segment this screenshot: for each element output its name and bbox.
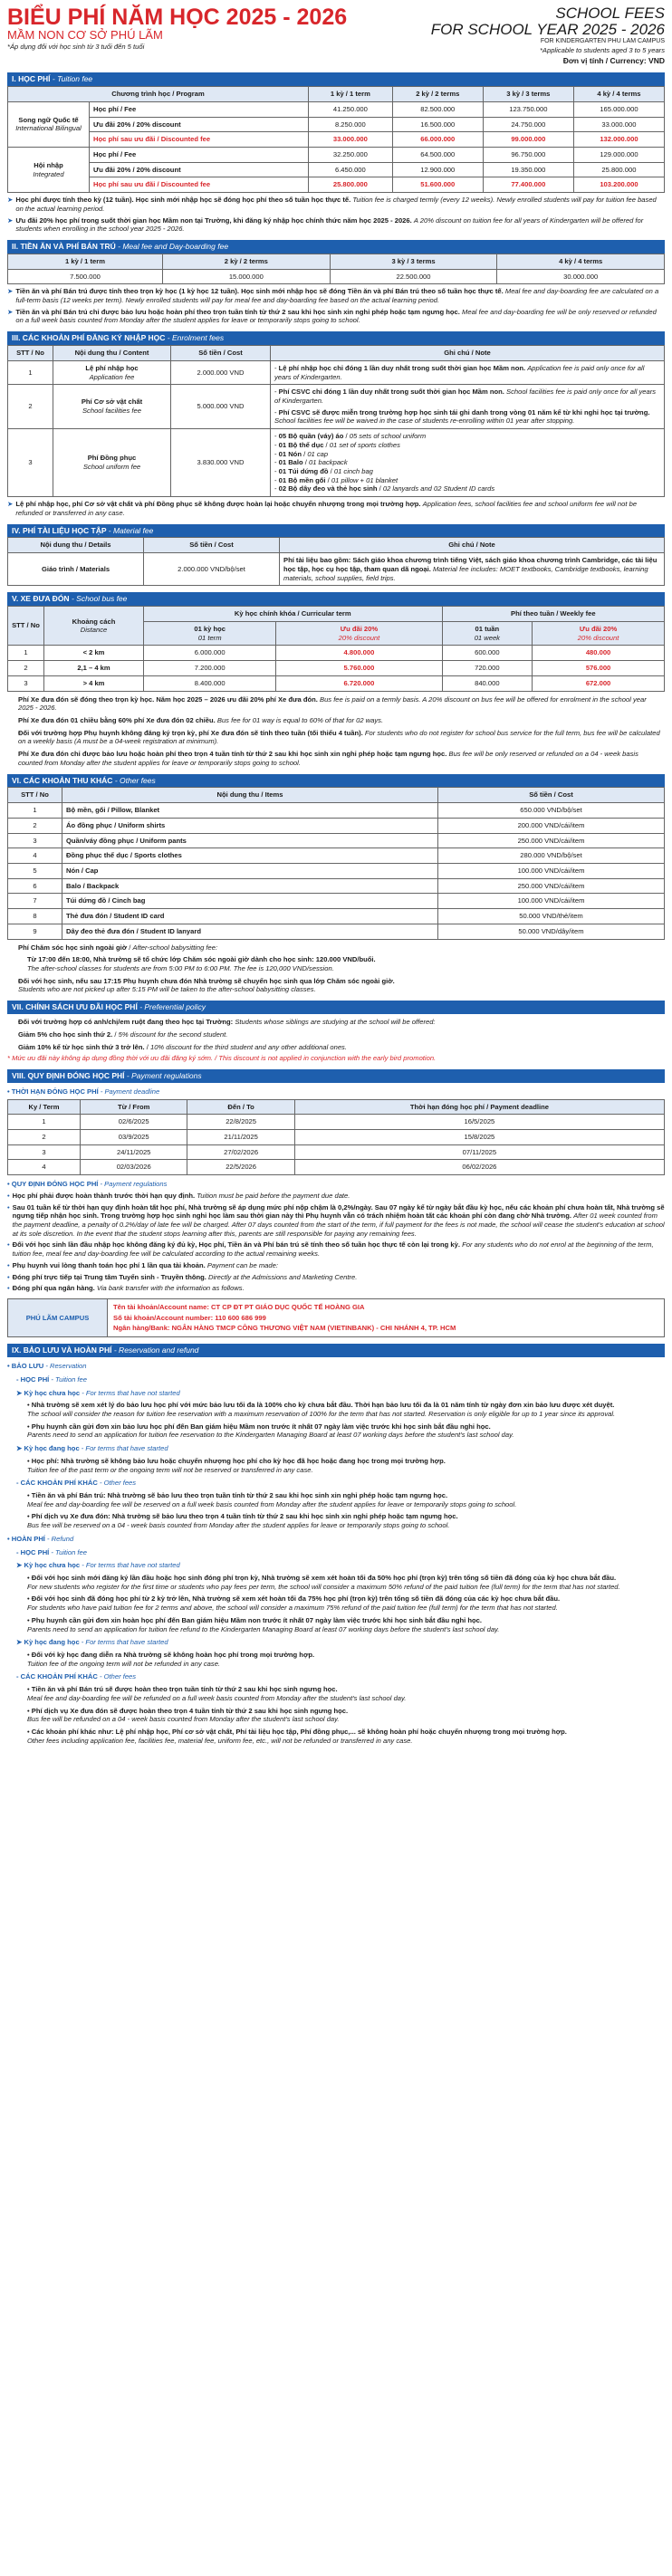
- row-number: 6: [8, 878, 62, 894]
- table-row: [8, 894, 665, 909]
- policy-text: • Phụ huynh cần gửi đơn xin bảo lưu học phí đến Ban giám hiệu Mầm non trước ít nhất 07 ngày làm việc trước khi học sinh bắt đầu nghỉ học. Parents need to send an application for tuition fee reservation to the Kindergarten Managing Board at least 07 working days before the student's last school day.: [27, 1422, 514, 1440]
- date-cell: 02/03/2026: [81, 1160, 187, 1175]
- date-cell: 27/02/2026: [187, 1144, 294, 1160]
- fee-cell: 33.000.000: [309, 132, 393, 148]
- fee-cell: 672.000: [533, 675, 665, 691]
- refund-heading: • HOÀN PHÍ - Refund: [7, 1534, 74, 1543]
- table-row: [8, 117, 665, 132]
- policy-text: • Tiền ăn và phí Bán trú sẽ được hoàn theo trọn tuần tính từ thứ 2 sau khi học sinh ngưng học. Meal fee and day-boarding fee will be refunded on a full week basis counted from Monday after the student's last school day.: [27, 1685, 407, 1702]
- section-enrolment-heading: III. CÁC KHOẢN PHÍ ĐĂNG KÝ NHẬP HỌC - Enrolment fees: [7, 331, 665, 345]
- table-header: Số tiền / Cost: [171, 346, 271, 361]
- date-cell: 07/11/2025: [294, 1144, 664, 1160]
- item-name: Balo / Backpack: [62, 878, 438, 894]
- date-cell: 21/11/2025: [187, 1129, 294, 1144]
- title-en-1: SCHOOL FEES: [555, 5, 665, 22]
- term-cell: 4: [8, 1160, 81, 1175]
- section-bus-heading: V. XE ĐƯA ĐÓN - School bus fee: [7, 592, 665, 606]
- policy-text: • Tiền ăn và phí Bán trú: Nhà trường sẽ bảo lưu theo trọn tuần tính từ thứ 2 sau khi học sinh xin nghỉ phép hoặc tạm ngưng học. Meal fee and day-boarding fee will be reserved on a full week basis counted from Monday after the student applies for leave or temporarily stops going to school.: [27, 1490, 517, 1508]
- regulation-item: • Phụ huynh vui lòng thanh toán học phí 1 lần qua tài khoản. Payment can be made:: [7, 1260, 278, 1269]
- distance-cell: 2,1 – 4 km: [44, 661, 144, 676]
- regulation-item: • Học phí phải được hoàn thành trước thời hạn quy định. Tuition must be paid before the payment due date.: [7, 1191, 350, 1200]
- item-name: Dây đeo thẻ đưa đón / Student ID lanyard: [62, 924, 438, 939]
- cost-cell: 650.000 VND/bộ/set: [438, 803, 665, 819]
- bullet-icon: ➤: [7, 500, 14, 509]
- row-number: 3: [8, 429, 53, 497]
- row-number: 3: [8, 833, 62, 848]
- policy-text: • Nhà trường sẽ xem xét lý do bảo lưu học phí với mức bảo lưu tối đa là 100% cho kỳ chưa bắt đầu. Thời hạn bảo lưu tối đa là 01 năm tính từ ngày đơn xin bảo lưu được xét duyệt. The school will consider the reason for tuition fee reservation with a maximum reservation of 100% for the term that has not started. Reservation is only eligible for up to 1 year since its approval.: [27, 1401, 616, 1418]
- fee-cell: 32.250.000: [309, 147, 393, 162]
- table-header: Ưu đãi 20% 20% discount: [533, 621, 665, 645]
- table-header: Chương trình học / Program: [8, 87, 309, 102]
- tuition-subheading: - HỌC PHÍ - Tuition fee: [16, 1374, 87, 1384]
- section-material-heading: IV. PHÍ TÀI LIỆU HỌC TẬP - Material fee: [7, 524, 665, 538]
- note-item: ➤ Lệ phí nhập học, phí Cơ sở vật chất và phí Đồng phục sẽ không được hoàn lại hoặc chuyển nhượng trong mọi trường hợp. Application fees, school facilities fee and school uniform fee will not be refunded or transferred in any case.: [7, 500, 638, 517]
- fee-cell: 720.000: [442, 661, 533, 676]
- section-tuition-heading: I. HỌC PHÍ - Tuition fee: [7, 72, 665, 86]
- material-table: [7, 537, 665, 586]
- row-label: Ưu đãi 20% / 20% discount: [90, 117, 309, 132]
- row-number: 1: [8, 360, 53, 384]
- care-note: Từ 17:00 đến 18:00, Nhà trường sẽ tổ chức lớp Chăm sóc ngoài giờ dành cho học sinh: 120.000 VND/buổi. The after-school classes for students are from 5:00 PM to 6:00 PM. The fee is 120,000 VND/session.: [27, 955, 376, 973]
- section-refund-heading: IX. BẢO LƯU VÀ HOÀN PHÍ - Reservation and refund: [7, 1344, 665, 1357]
- account-name: CT CP ĐT PT GIÁO DỤC QUỐC TẾ HOÀNG GIA: [211, 1303, 365, 1312]
- started-subheading: ➤ Kỳ học đang học - For terms that have started: [16, 1638, 168, 1647]
- policy-text: • Phí dịch vụ Xe đưa đón: Nhà trường sẽ bảo lưu theo trọn 4 tuần tính từ thứ 2 sau khi học sinh xin nghỉ phép hoặc tạm ngưng học. Bus fee will be reserved on a 04 - week basis counted from Monday after the student applies for leave or temporarily stops going to school.: [27, 1512, 458, 1530]
- regulation-item: • Sau 01 tuần kể từ thời hạn quy định hoàn tất học phí, Nhà trường sẽ áp dụng mức phí nộp chậm là 0,2%/ngày. Sau 07 ngày kể từ ngày bắt đầu kỳ học, nếu các khoản phí chưa hoàn tất, Nhà trường sẽ ngưng tiếp nhận học sinh. Trong trường hợp học sinh nghỉ học làm sau thời gian này thì Phụ huynh vẫn có trách nhiệm hoàn tất các khoản phí còn đang chờ Nhà trường. After 01 week counted from the payment deadline, a penalty of 0.2%/day of late fee will be charged. After 07 days counted from the start of the term, if full payment for the fees is not made, the school will cease the student's education at school at its sole discretion. In the event that the student stops learning after this, parents are still responsible for paying any remaining fees.: [7, 1202, 665, 1238]
- fee-cell: 51.600.000: [392, 177, 483, 193]
- table-row: [8, 675, 665, 691]
- fee-cell: 66.000.000: [392, 132, 483, 148]
- reservation-heading: • BẢO LƯU - Reservation: [7, 1362, 87, 1371]
- bullet-icon: ➤: [7, 215, 14, 225]
- table-row: [8, 101, 665, 117]
- policy-text: • Các khoản phí khác như: Lệ phí nhập học, Phí cơ sở vật chất, Phí tài liệu học tập, Phí đồng phục,... sẽ không hoàn phí hoặc chuyển nhượng trong mọi trường hợp. Other fees including application fee, facilities fee, material fee, uniform fee, etc., will not be refunded or transferred in any case.: [27, 1728, 567, 1745]
- row-label: Học phí sau ưu đãi / Discounted fee: [90, 132, 309, 148]
- cost-cell: 50.000 VND/dây/item: [438, 924, 665, 939]
- fee-cell: 24.750.000: [483, 117, 573, 132]
- header-left: [7, 5, 347, 66]
- note-item: ➤ Ưu đãi 20% học phí trong suốt thời gian học Mầm non tại Trường, khi đăng ký nhập học chính thức năm học 2025 - 2026. A 20% discount on tuition fee for all years of Kindergarten will be offered for students when enrolling in the school year 2025 - 2026.: [7, 215, 644, 234]
- row-number: 4: [8, 848, 62, 864]
- item-name: Áo đồng phục / Uniform shirts: [62, 818, 438, 833]
- fee-cell: 7.200.000: [144, 661, 276, 676]
- bullet-icon: •: [7, 1260, 10, 1269]
- document-header: [7, 5, 665, 66]
- fee-cell: 480.000: [533, 646, 665, 661]
- not-started-subheading: ➤ Kỳ học chưa học - For terms that have not started: [16, 1388, 180, 1397]
- table-row: [8, 385, 665, 429]
- cost-cell: 250.000 VND/cái/item: [438, 878, 665, 894]
- not-started-subheading: ➤ Kỳ học chưa học - For terms that have not started: [16, 1561, 180, 1570]
- program-cell: Song ngữ Quốc tế International Bilingual: [8, 101, 90, 147]
- note-cell: Phí tài liệu bao gồm: Sách giáo khoa chương trình tiếng Việt, sách giáo khoa chương trình Cambridge, các tài liệu học tập, học cụ học tập, tham quan dã ngoại. Material fee includes: MOET textbooks, Cambridge textbooks, learning materials, school supplies, field trips.: [280, 553, 665, 586]
- bus-note: Phí Xe đưa đón 01 chiều bằng 60% phí Xe đưa đón 02 chiều. Bus fee for 01 way is equal to 60% of that for 02 ways.: [18, 715, 384, 724]
- table-header: Từ / From: [81, 1099, 187, 1115]
- item-name: Nón / Cap: [62, 864, 438, 879]
- table-header: 3 kỳ / 3 terms: [483, 87, 573, 102]
- cost-cell: 2.000.000 VND: [171, 360, 271, 384]
- row-number: 2: [8, 661, 44, 676]
- bullet-icon: •: [7, 1240, 10, 1250]
- policy-text: • Học phí: Nhà trường sẽ không bảo lưu hoặc chuyển nhượng học phí cho kỳ học đã học hoặc đang học trong mọi trường hợp. Tuition fee of the past term or the ongoing term will not be reserved or transferred in any case.: [27, 1456, 446, 1474]
- fee-cell: 77.400.000: [483, 177, 573, 193]
- policy-text: • Đối với học sinh đã đóng học phí từ 2 kỳ trở lên, Nhà trường sẽ xem xét hoàn tối đa 75% học phí (trọn kỳ) trên tổng số tiền đã đóng của các kỳ học chưa bắt đầu. For students who have paid tuition fee for 2 terms and above, the school will consider a maximum 75% refund of the paid tuition fee (full term) for the term that has not started.: [27, 1594, 561, 1613]
- table-row: [8, 661, 665, 676]
- cost-cell: 200.000 VND/cái/item: [438, 818, 665, 833]
- care-note: Phí Chăm sóc học sinh ngoài giờ / After-school babysitting fee:: [18, 943, 218, 952]
- row-number: 1: [8, 646, 44, 661]
- bank-name: NGÂN HÀNG TMCP CÔNG THƯƠNG VIỆT NAM (VIETINBANK) - CHI NHÁNH 4, TP. HCM: [171, 1324, 456, 1333]
- term-cell: 2: [8, 1129, 81, 1144]
- policy-line: Giảm 5% cho học sinh thứ 2. / 5% discount for the second student.: [18, 1029, 228, 1039]
- table-header: Nội dung thu / Details: [8, 538, 144, 553]
- date-cell: 15/8/2025: [294, 1129, 664, 1144]
- regulation-item: • Đối với học sinh lần đầu nhập học không đăng ký đủ kỳ, Học phí, Tiền ăn và Phí bán trú sẽ tính theo số tuần học thực tế còn lại trong kỳ. For any students who do not enrol at the beginning of the term, tuition fee, meal fee and day-boarding fee will be calculated according to the actual remaining weeks.: [7, 1240, 654, 1259]
- cost-cell: 100.000 VND/cái/item: [438, 894, 665, 909]
- table-row: [8, 818, 665, 833]
- table-header: 2 kỳ / 2 terms: [392, 87, 483, 102]
- table-row: [8, 646, 665, 661]
- row-number: 8: [8, 909, 62, 924]
- table-header: Ky / Term: [8, 1099, 81, 1115]
- bus-note: Đối với trường hợp Phụ huynh không đăng ký trọn kỳ, phí Xe đưa đón sẽ tính theo tuần (tối thiểu 4 tuần). For students who do not register for school bus service for the full term, bus fee will be calculated on a weekly basis (A must be a 04-week registration at minimum).: [18, 728, 660, 746]
- account-number-label: Số tài khoản/Account number:: [113, 1313, 214, 1322]
- title-vi: BIỂU PHÍ NĂM HỌC 2025 - 2026: [7, 5, 348, 30]
- section-payment-heading: VIII. QUY ĐỊNH ĐÓNG HỌC PHÍ - Payment regulations: [7, 1069, 665, 1083]
- bus-table: [7, 606, 665, 691]
- fee-cell: 5.760.000: [276, 661, 442, 676]
- enrolment-table: [7, 345, 665, 497]
- bullet-icon: ➤: [7, 196, 14, 205]
- table-row: [8, 177, 665, 193]
- policy-warning: * Mức ưu đãi này không áp dụng đồng thời với ưu đãi đăng ký sớm. / This discount is not applied in conjunction with the early bird promotion.: [7, 1054, 437, 1063]
- item-name: Giáo trình / Materials: [8, 553, 144, 586]
- table-header: Thời hạn đóng học phí / Payment deadline: [294, 1099, 664, 1115]
- fee-cell: 22.500.000: [330, 269, 497, 284]
- fee-cell: 123.750.000: [483, 101, 573, 117]
- row-label: Học phí sau ưu đãi / Discounted fee: [90, 177, 309, 193]
- fee-cell: 600.000: [442, 646, 533, 661]
- distance-cell: > 4 km: [44, 675, 144, 691]
- other-fees-table: [7, 787, 665, 939]
- policy-text: • Phụ huynh cần gửi đơn xin hoàn học phí đến Ban giám hiệu Mầm non trước ít nhất 07 ngày làm việc trước khi học sinh bắt đầu nghỉ học. Parents need to send an application for tuition fee refund to the Kindergarten Managing Board at least 07 working days before the student's last school day.: [27, 1615, 500, 1633]
- date-cell: 24/11/2025: [81, 1144, 187, 1160]
- bus-note: Phí Xe đưa đón sẽ đóng theo trọn kỳ học. Năm học 2025 – 2026 ưu đãi 20% phí Xe đưa đón. Bus fee is paid on a termly basis. A 20% discount on bus fee will be offered for enrolment in the school year 2025 - 2026.: [18, 694, 647, 713]
- cost-cell: 100.000 VND/cái/item: [438, 864, 665, 879]
- fee-cell: 576.000: [533, 661, 665, 676]
- table-header: Khoảng cách Distance: [44, 607, 144, 646]
- table-header: Kỳ học chính khóa / Curricular term: [144, 607, 443, 622]
- policy-line: Đối với trường hợp có anh/chị/em ruột đang theo học tại Trường: Students whose siblings are studying at the school will be offered:: [18, 1018, 436, 1027]
- table-header: STT / No: [8, 346, 53, 361]
- date-cell: 22/8/2025: [187, 1115, 294, 1130]
- fee-cell: 129.000.000: [573, 147, 664, 162]
- care-note: Đối với học sinh, nếu sau 17:15 Phụ huynh chưa đón Nhà trường sẽ chuyển học sinh qua lớp Chăm sóc ngoài giờ. Students who are not picked up after 5:15 PM will be taken to the after-school babysitting classes.: [18, 976, 395, 994]
- bullet-icon: •: [7, 1284, 10, 1293]
- date-cell: 03/9/2025: [81, 1129, 187, 1144]
- account-name-label: Tên tài khoản/Account name:: [113, 1303, 209, 1312]
- other-fees-subheading: - CÁC KHOẢN PHÍ KHÁC - Other fees: [16, 1672, 137, 1681]
- fee-cell: 64.500.000: [392, 147, 483, 162]
- table-header: Ưu đãi 20% 20% discount: [276, 621, 442, 645]
- table-header: Đến / To: [187, 1099, 294, 1115]
- bullet-icon: ➤: [7, 307, 14, 316]
- table-header: 4 kỳ / 4 terms: [497, 254, 665, 269]
- table-row: [8, 878, 665, 894]
- table-header: Ghi chú / Note: [280, 538, 665, 553]
- table-header: STT / No: [8, 607, 44, 646]
- table-row: [8, 1160, 665, 1175]
- table-header: 01 kỳ học 01 term: [144, 621, 276, 645]
- note-item: ➤ Học phí được tính theo kỳ (12 tuần). Học sinh mới nhập học sẽ đóng học phí theo số tuần học thực tế. Tuition fee is charged termly (every 12 weeks). Newly enrolled students will pay for tuition fee based on the actual learning period.: [7, 196, 657, 213]
- policy-line: Giảm 10% kể từ học sinh thứ 3 trở lên. / 10% discount for the third student and any other additional ones.: [18, 1042, 347, 1051]
- cost-cell: 3.830.000 VND: [171, 429, 271, 497]
- date-cell: 22/5/2026: [187, 1160, 294, 1175]
- table-row: [8, 429, 665, 497]
- started-subheading: ➤ Kỳ học đang học - For terms that have started: [16, 1444, 168, 1453]
- item-name: Thẻ đưa đón / Student ID card: [62, 909, 438, 924]
- fee-cell: 33.000.000: [573, 117, 664, 132]
- fee-cell: 30.000.000: [497, 269, 665, 284]
- deadline-table: [7, 1099, 665, 1176]
- date-cell: 02/6/2025: [81, 1115, 187, 1130]
- row-number: 2: [8, 818, 62, 833]
- bus-note: Phí Xe đưa đón chỉ được bảo lưu hoặc hoàn phí theo trọn 4 tuần tính từ thứ 2 sau khi học sinh xin nghỉ phép hoặc tạm ngưng học. Bus fee will be only reserved or refunded on a 04 - week basis counted from Monday after the student applies for leave or temporarily stops going to school.: [18, 750, 638, 767]
- note-cell: - 05 Bộ quần (váy) áo / 05 sets of school uniform - 01 Bộ thể dục / 01 set of sports clothes - 01 Nón / 01 cap - 01 Balo / 01 backpack - 01 Túi dứng đồ / 01 cinch bag - 01 Bộ mền gối / 01 pillow + 01 blanket - 02 Bộ dây đeo và thẻ học sinh / 02 lanyards and 02 Student ID cards: [271, 429, 665, 497]
- cost-cell: 280.000 VND/bộ/set: [438, 848, 665, 864]
- fee-cell: 8.400.000: [144, 675, 276, 691]
- campus-en: FOR KINDERGARTEN PHU LAM CAMPUS: [540, 37, 665, 44]
- note-item: ➤ Tiền ăn và phí Bán trú chỉ được bảo lưu hoặc hoàn phí theo trọn tuần tính từ thứ 2 sau khi học sinh xin nghỉ phép hoặc tạm ngưng học. Meal fee and day-boarding fee will be only reserved or refunded on a full week basis counted from Monday after the student applies for leave or temporarily stops going to school.: [7, 307, 657, 325]
- row-label: Học phí / Fee: [90, 101, 309, 117]
- section-meal-heading: II. TIỀN ĂN VÀ PHÍ BÁN TRÚ - Meal fee and Day-boarding fee: [7, 240, 665, 254]
- table-row: [8, 360, 665, 384]
- table-row: [8, 909, 665, 924]
- bank-label: Ngân hàng/Bank:: [113, 1324, 170, 1333]
- table-header: 4 kỳ / 4 terms: [573, 87, 664, 102]
- item-name: Bộ mền, gối / Pillow, Blanket: [62, 803, 438, 819]
- term-cell: 3: [8, 1144, 81, 1160]
- section-preferential-heading: VII. CHÍNH SÁCH ƯU ĐÃI HỌC PHÍ - Preferential policy: [7, 1001, 665, 1014]
- cost-cell: 2.000.000 VND/bộ/set: [144, 553, 280, 586]
- table-row: [8, 147, 665, 162]
- fee-cell: 840.000: [442, 675, 533, 691]
- table-row: [8, 1144, 665, 1160]
- note-item: ➤ Tiền ăn và phí Bán trú được tính theo trọn kỳ học (1 kỳ học 12 tuần). Học sinh mới nhập học sẽ đóng Tiền ăn và phí Bán trú theo số tuần học thực tế. Meal fee and day-boarding fee are calculated on a full-term basis (12 weeks per term). Newly enrolled students will pay for meal fee and day-boarding fee based on the actual learning period.: [7, 287, 659, 305]
- fee-cell: 12.900.000: [392, 162, 483, 177]
- subtitle-vi: MẦM NON CƠ SỞ PHÚ LÃM: [7, 28, 163, 43]
- fee-cell: 25.800.000: [573, 162, 664, 177]
- currency-unit: Đơn vị tính / Currency: VND: [562, 56, 665, 66]
- row-number: 3: [8, 675, 44, 691]
- table-row: [8, 924, 665, 939]
- fee-cell: 4.800.000: [276, 646, 442, 661]
- bank-details: [108, 1299, 664, 1336]
- header-right: [431, 5, 665, 66]
- fee-cell: 19.350.000: [483, 162, 573, 177]
- cost-cell: 250.000 VND/cái/item: [438, 833, 665, 848]
- fee-cell: 8.250.000: [309, 117, 393, 132]
- table-header: Số tiền / Cost: [144, 538, 280, 553]
- cost-cell: 50.000 VND/thẻ/item: [438, 909, 665, 924]
- table-row: [8, 864, 665, 879]
- bank-info-box: [7, 1298, 665, 1337]
- regulation-item: • Đóng phí qua ngân hàng. Via bank transfer with the information as follows.: [7, 1284, 245, 1293]
- table-row: [8, 1129, 665, 1144]
- policy-text: • Phí dịch vụ Xe đưa đón sẽ được hoàn theo trọn 4 tuần tính từ thứ 2 sau khi học sinh ngưng học. Bus fee will be refunded on a 04 - week basis counted from Monday after the student's last school day.: [27, 1706, 349, 1724]
- row-number: 9: [8, 924, 62, 939]
- policy-text: • Đối với kỳ học đang diễn ra Nhà trường sẽ không hoàn học phí trong mọi trường hợp. Tuition fee of the ongoing term will not be refunded in any case.: [27, 1651, 315, 1668]
- fee-cell: 99.000.000: [483, 132, 573, 148]
- policy-text: • Đối với học sinh mới đăng ký lần đầu hoặc học sinh đóng phí trọn kỳ, Nhà trường sẽ xem xét hoàn tối đa 50% học phí (trọn kỳ) trên tổng số tiền đã đóng của kỳ học chưa bắt đầu. For new students who register for the first time or students who pay fees per term, the school will consider a maximum 50% refund of the paid tuition fee (full term) for the term that has not started.: [27, 1574, 620, 1591]
- table-row: [8, 269, 665, 284]
- date-cell: 06/02/2026: [294, 1160, 664, 1175]
- table-row: [8, 848, 665, 864]
- item-name: Quần/váy đồng phục / Uniform pants: [62, 833, 438, 848]
- table-row: [8, 162, 665, 177]
- table-header: STT / No: [8, 788, 62, 803]
- campus-label: PHÚ LÃM CAMPUS: [8, 1299, 108, 1336]
- payment-regulations-heading: • QUY ĐỊNH ĐÓNG HỌC PHÍ - Payment regulations: [7, 1180, 168, 1189]
- bullet-icon: •: [7, 1202, 10, 1211]
- fee-cell: 16.500.000: [392, 117, 483, 132]
- row-number: 2: [8, 385, 53, 429]
- regulation-item: • Đóng phí trực tiếp tại Trung tâm Tuyển sinh - Truyền thông. Directly at the Admissions and Marketing Centre.: [7, 1272, 358, 1281]
- fee-cell: 103.200.000: [573, 177, 664, 193]
- table-header: Số tiền / Cost: [438, 788, 665, 803]
- table-header: Phí theo tuần / Weekly fee: [442, 607, 664, 622]
- term-cell: 1: [8, 1115, 81, 1130]
- row-number: 1: [8, 803, 62, 819]
- item-name: Đồng phục thể dục / Sports clothes: [62, 848, 438, 864]
- table-row: [8, 553, 665, 586]
- fee-cell: 15.000.000: [163, 269, 331, 284]
- bullet-icon: •: [7, 1272, 10, 1281]
- section-other-heading: VI. CÁC KHOẢN THU KHÁC - Other fees: [7, 774, 665, 788]
- row-number: 5: [8, 864, 62, 879]
- row-number: 7: [8, 894, 62, 909]
- distance-cell: < 2 km: [44, 646, 144, 661]
- fee-cell: 96.750.000: [483, 147, 573, 162]
- fee-cell: 132.000.000: [573, 132, 664, 148]
- item-name: Túi dứng đồ / Cinch bag: [62, 894, 438, 909]
- account-number: 110 600 686 999: [215, 1313, 266, 1322]
- bullet-icon: ➤: [7, 287, 14, 296]
- table-header: Nội dung thu / Items: [62, 788, 438, 803]
- table-header: 1 kỳ / 1 term: [8, 254, 163, 269]
- table-row: [8, 803, 665, 819]
- fee-cell: 6.450.000: [309, 162, 393, 177]
- applies-vi: *Áp dụng đối với học sinh từ 3 tuổi đến 5 tuổi: [7, 43, 145, 52]
- payment-deadline-heading: • THỜI HẠN ĐÓNG HỌC PHÍ - Payment deadline: [7, 1087, 160, 1096]
- table-header: 01 tuần 01 week: [442, 621, 533, 645]
- table-header: 2 kỳ / 2 terms: [163, 254, 331, 269]
- program-cell: Hội nhập Integrated: [8, 147, 90, 192]
- table-header: Ghi chú / Note: [271, 346, 665, 361]
- fee-cell: 165.000.000: [573, 101, 664, 117]
- fee-cell: 6.000.000: [144, 646, 276, 661]
- note-cell: - Phí CSVC chỉ đóng 1 lần duy nhất trong suốt thời gian học Mầm non. School facilities fee is paid only once for all years of Kindergarten. - Phí CSVC sẽ được miễn trong trường hợp học sinh tái ghi danh trong vòng 01 năm kể từ khi nghỉ học tại trường. School facilities fee will be waived in the case of students re-enrolling within 01 year after stopping.: [271, 385, 665, 429]
- tuition-table: [7, 86, 665, 193]
- table-row: [8, 1115, 665, 1130]
- fee-cell: 41.250.000: [309, 101, 393, 117]
- date-cell: 16/5/2025: [294, 1115, 664, 1130]
- tuition-subheading: - HỌC PHÍ - Tuition fee: [16, 1547, 87, 1556]
- table-header: 3 kỳ / 3 terms: [330, 254, 497, 269]
- applies-en: *Applicable to students aged 3 to 5 years: [539, 45, 665, 54]
- table-row: [8, 833, 665, 848]
- meal-table: [7, 254, 665, 284]
- bullet-icon: •: [7, 1191, 10, 1200]
- cost-cell: 5.000.000 VND: [171, 385, 271, 429]
- table-header: 1 kỳ / 1 term: [309, 87, 393, 102]
- fee-cell: 7.500.000: [8, 269, 163, 284]
- table-header: Nội dung thu / Content: [53, 346, 171, 361]
- fee-cell: 25.800.000: [309, 177, 393, 193]
- row-label: Ưu đãi 20% / 20% discount: [90, 162, 309, 177]
- item-name: Lệ phí nhập học Application fee: [53, 360, 171, 384]
- fee-cell: 6.720.000: [276, 675, 442, 691]
- table-row: [8, 132, 665, 148]
- item-name: Phí Đồng phục School uniform fee: [53, 429, 171, 497]
- row-label: Học phí / Fee: [90, 147, 309, 162]
- note-cell: - Lệ phí nhập học chỉ đóng 1 lần duy nhất trong suốt thời gian học Mầm non. Application fee is paid only once for all years of Kindergarten.: [271, 360, 665, 384]
- other-fees-subheading: - CÁC KHOẢN PHÍ KHÁC - Other fees: [16, 1479, 137, 1488]
- item-name: Phí Cơ sở vật chất School facilities fee: [53, 385, 171, 429]
- title-en-2: FOR SCHOOL YEAR 2025 - 2026: [430, 20, 665, 38]
- fee-cell: 82.500.000: [392, 101, 483, 117]
